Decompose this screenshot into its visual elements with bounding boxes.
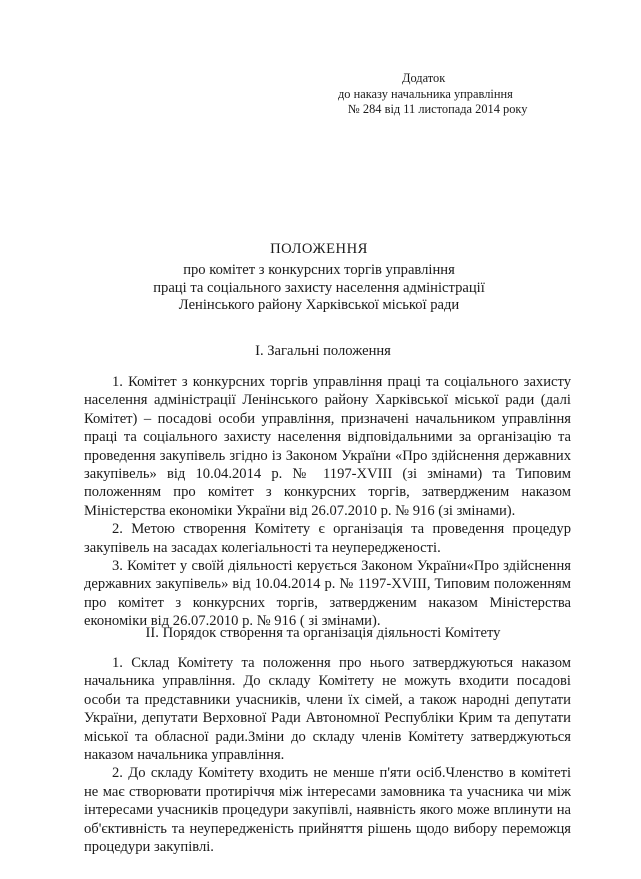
section-1-item-2: 2. Метою створення Комітету є організація та проведення процедур закупівель на засадах колегіальності та неупередженості. <box>84 521 571 556</box>
appendix-order-number: № 284 від 11 листопада 2014 року <box>348 102 528 116</box>
appendix-note <box>338 71 638 118</box>
section-2-item-2: 2. До складу Комітету входить не менше п'яти осіб.Членство в комітеті не має створювати протиріччя між інтересами замовника та учасника чи між інтересами учасників процедури закупівлі, наявність якого може вплинути на об'єктивність та неупередженість прийняття рішень щодо вибору переможця процедури закупівлі. <box>84 765 571 856</box>
section-1-item-3: 3. Комітет у своїй діяльності керується Законом України«Про здійснення державних закупівель» від 10.04.2014 р. № 1197-XVIII, Типовим положенням про комітет з конкурсних торгів, затвердженим наказом Міністерства економіки від 26.07.2010 р. № 916 ( зі змінами). <box>84 558 571 630</box>
appendix-order-ref: до наказу начальника управління <box>338 86 513 101</box>
section-1-heading: І. Загальні положення <box>255 343 391 359</box>
section-1-item-1: 1. Комітет з конкурсних торгів управління праці та соціального захисту населення адміністрації Ленінського району Харківської міської ради (далі Комітет) – посадові особи управління, призначені начальником управління праці та соціального захисту населення відповідальними за організацію та проведення закупівель згідно із Законом України «Про здійснення державних закупівель» від 10.04.2014 р. № 1197-XVIII (зі змінами) та Типовим положенням про комітет з конкурсних торгів, затвердженим наказом Міністерства економіки України від 26.07.2010 р. № 916 (зі змінами). <box>84 374 571 519</box>
section-1-body <box>84 373 571 631</box>
title-line-2: праці та соціального захисту населення адміністрації <box>153 279 485 296</box>
title-line-1: про комітет з конкурсних торгів управління <box>183 261 455 278</box>
document-title <box>80 241 558 315</box>
appendix-label: Додаток <box>402 71 446 85</box>
title-heading: ПОЛОЖЕННЯ <box>270 241 368 257</box>
title-line-3: Ленінського району Харківської міської ради <box>178 297 460 314</box>
section-2-heading: ІІ. Порядок створення та організація діяльності Комітету <box>145 625 501 641</box>
section-2-body <box>84 654 571 856</box>
section-2-item-1: 1. Склад Комітету та положення про нього затверджуються наказом начальника управління. До складу Комітету не можуть входити посадові особи та представники учасників, члени їх сімей, а також народні депутати України, депутати Верховної Ради Автономної Республіки Крим та депутати міської та обласної ради.Зміни до складу членів Комітету затверджуються наказом начальника управління. <box>84 655 571 764</box>
